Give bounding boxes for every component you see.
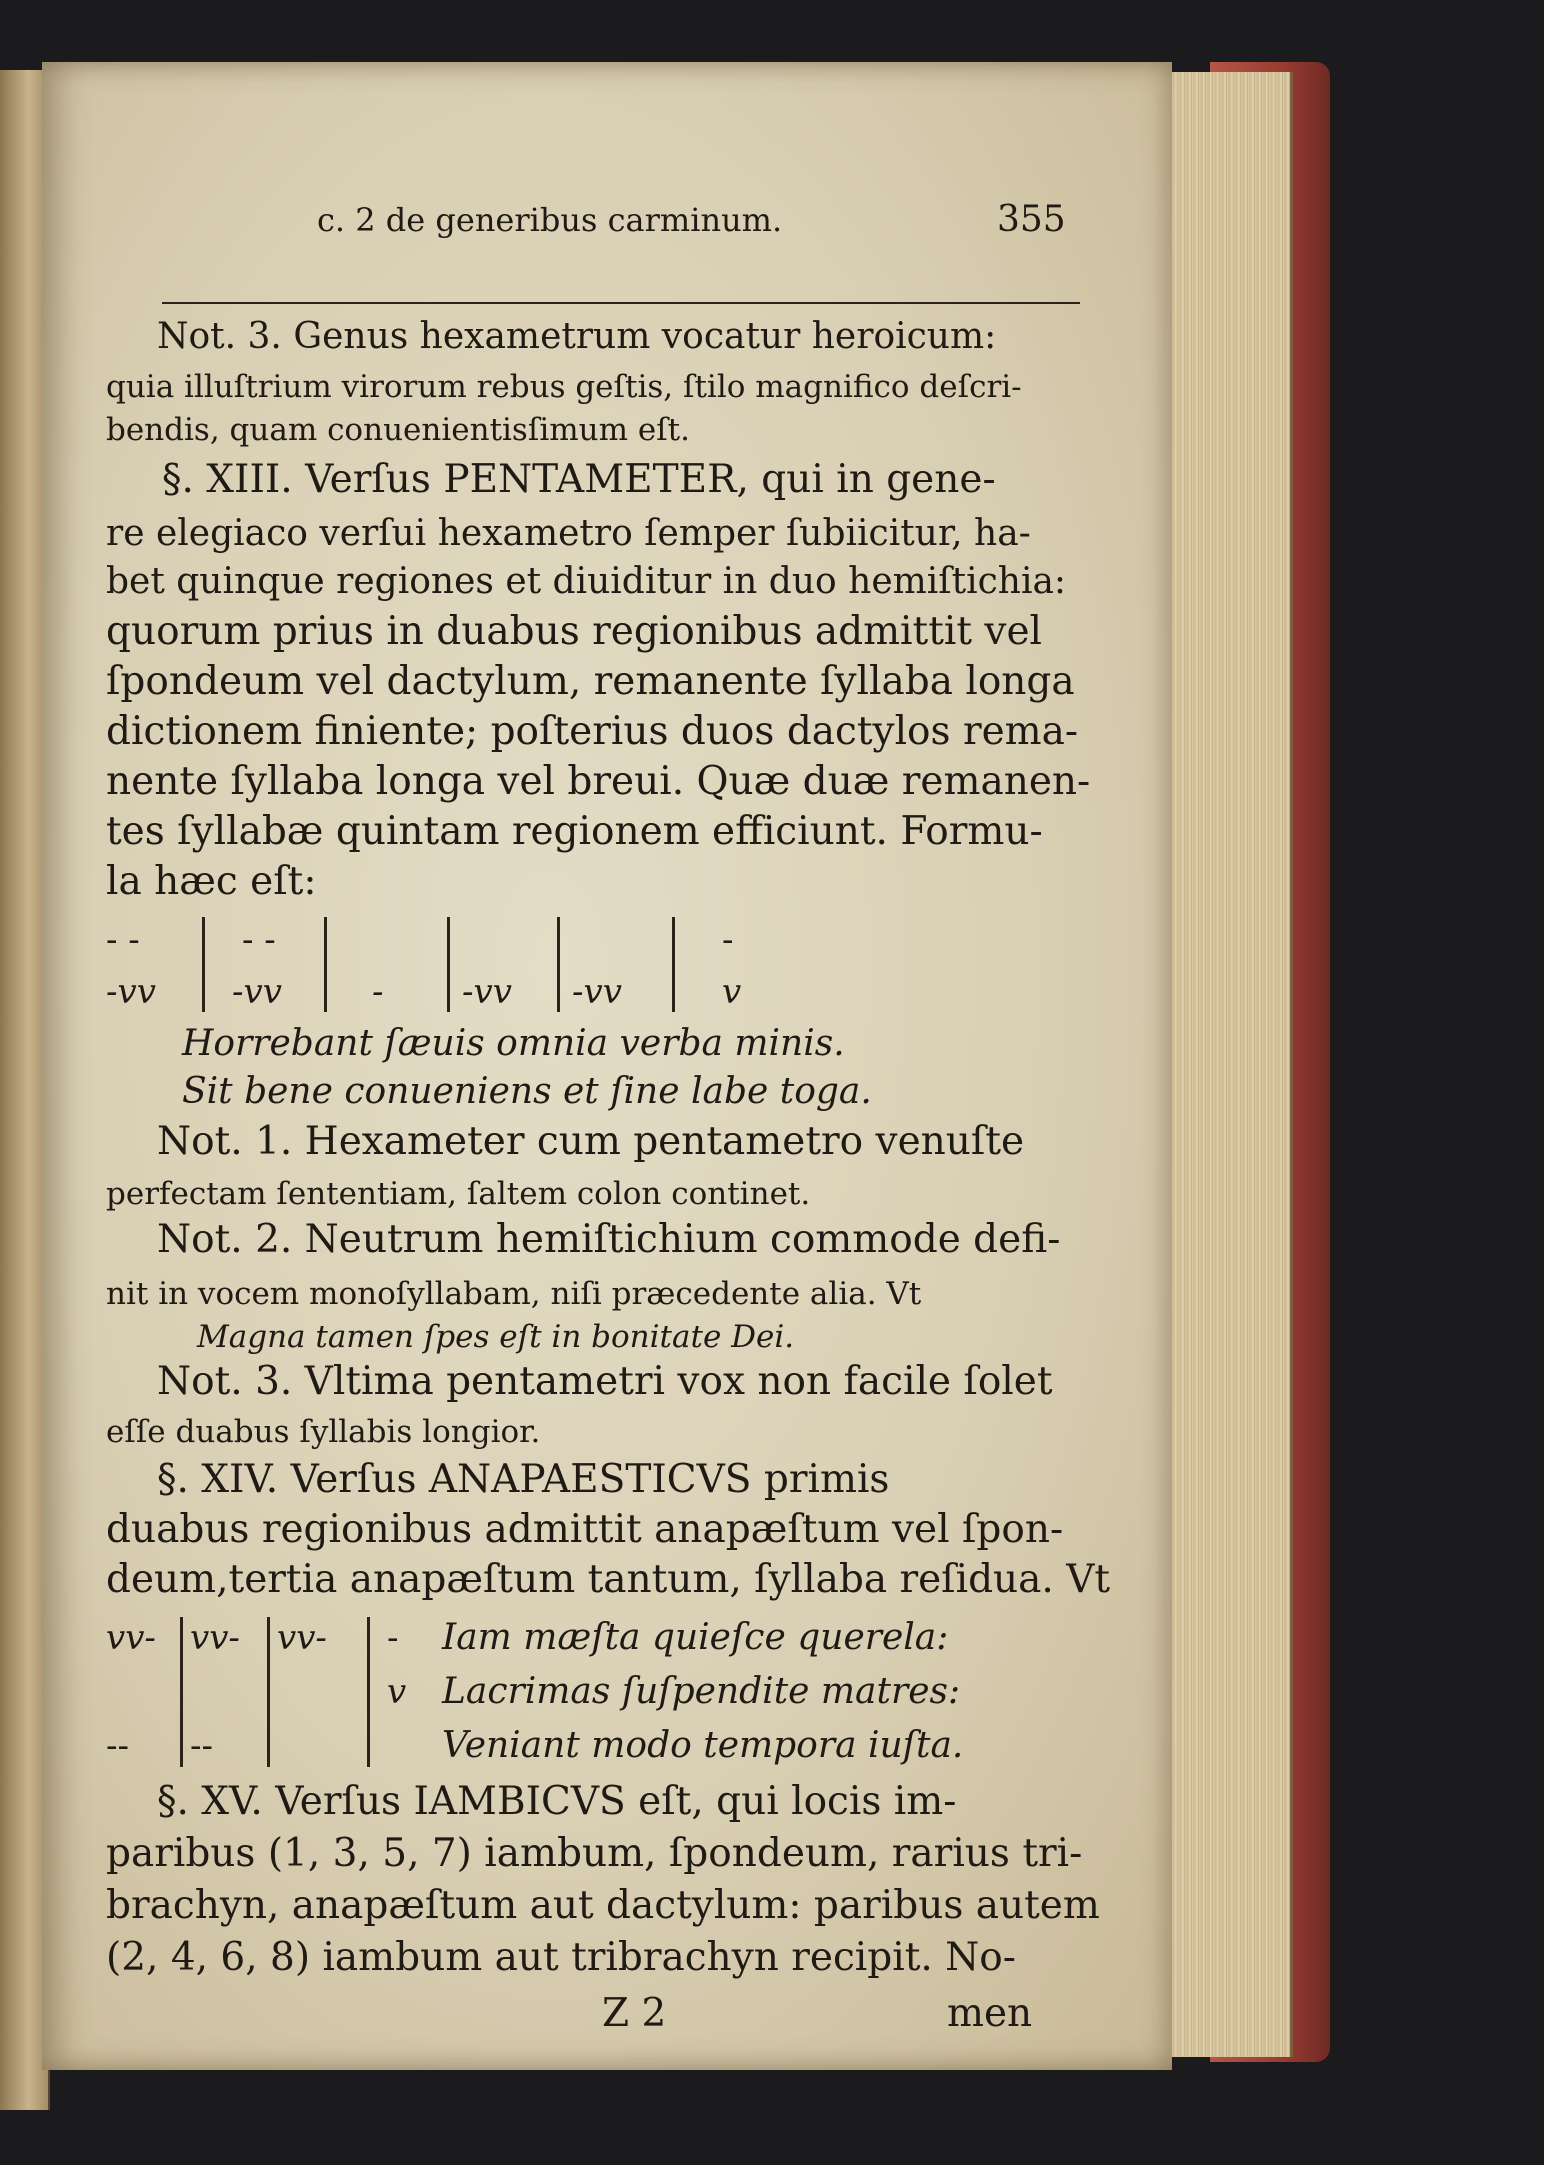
text-line: Not. 3. Vltima pentametri vox non facile ſolet bbox=[157, 1359, 1053, 1404]
text-line: dictionem finiente; poſterius duos dactylos rema- bbox=[106, 709, 1079, 754]
section-heading-xv: §. XV. Verſus IAMBICVS eſt, qui locis im- bbox=[157, 1779, 957, 1824]
text-line: ſpondeum vel dactylum, remanente ſyllaba longa bbox=[106, 659, 1075, 704]
text-line: tes ſyllabæ quintam regionem efficiunt. Formu- bbox=[106, 809, 1043, 854]
scheme-divider bbox=[202, 917, 205, 1012]
text-line: perfectam ſententiam, ſaltem colon continet. bbox=[106, 1176, 811, 1212]
scheme-divider bbox=[557, 917, 560, 1012]
section-heading-xiv: §. XIV. Verſus ANAPAESTICVS primis bbox=[157, 1457, 890, 1502]
scheme-divider bbox=[324, 917, 327, 1012]
verse-example: Horrebant ſæuis omnia verba minis. bbox=[182, 1023, 845, 1064]
scheme-divider bbox=[367, 1617, 370, 1767]
verse-example: Lacrimas ſuſpendite matres: bbox=[442, 1671, 961, 1712]
signature-mark: Z 2 bbox=[602, 1991, 667, 2036]
text-line: nente ſyllaba longa vel breui. Quæ duæ remanen- bbox=[106, 759, 1091, 804]
text-line: (2, 4, 6, 8) iambum aut tribrachyn recipit. No- bbox=[106, 1935, 1016, 1980]
verse-example: Iam mæſta quieſce querela: bbox=[442, 1617, 949, 1658]
text-line: re elegiaco verſui hexametro ſemper ſubiicitur, ha- bbox=[106, 513, 1031, 554]
text-line: Not. 2. Neutrum hemiſtichium commode defi- bbox=[157, 1217, 1061, 1262]
scheme-divider bbox=[447, 917, 450, 1012]
verse-example: Sit bene conueniens et ſine labe toga. bbox=[182, 1071, 872, 1112]
scheme-divider bbox=[672, 917, 675, 1012]
scheme-divider bbox=[180, 1617, 183, 1767]
text-line: Not. 1. Hexameter cum pentametro venuſte bbox=[157, 1119, 1025, 1164]
text-line: nit in vocem monoſyllabam, niſi præcedente alia. Vt bbox=[106, 1276, 922, 1312]
text-line: paribus (1, 3, 5, 7) iambum, ſpondeum, rarius tri- bbox=[106, 1831, 1083, 1876]
verse-example: Magna tamen ſpes eſt in bonitate Dei. bbox=[197, 1319, 795, 1355]
text-line: bet quinque regiones et diuiditur in duo hemiſtichia: bbox=[106, 561, 1067, 602]
section-heading-xiii: §. XIII. Verſus PENTAMETER, qui in gene- bbox=[162, 457, 996, 502]
page-number: 355 bbox=[997, 199, 1066, 240]
verse-example: Veniant modo tempora iuſta. bbox=[442, 1725, 964, 1766]
text-line: la hæc eſt: bbox=[106, 859, 317, 904]
text-line: eſſe duabus ſyllabis longior. bbox=[106, 1414, 541, 1450]
page-text: c. 2 de generibus carminum. 355 Not. 3. Genus hexametrum vocatur heroicum: quia illuſtrium virorum rebus geſtis, ſtilo magnifico deſcri- bendis, quam conuenientisſimum eſt. §. XIII. Verſus PENTAMETER, qui in gene- re elegiaco verſui hexametro ſemper ſubiicitur, ha- bet quinque regiones et diuiditur in duo hemiſtichia: quorum prius in duabus regionibus admittit vel ſpondeum vel dactylum, remanente ſyllaba longa dictionem finiente; poſterius duos dactylos rema- nente ſyllaba longa vel breui. Quæ duæ remanen- tes ſyllabæ quintam regionem efficiunt. Formu- la hæc eſt: - - - - - -vv -vv - -vv -vv v Horrebant ſæuis omnia verba minis. Sit bene conueniens et ſine labe toga. Not. 1. Hexameter cum pentametro venuſte perfectam ſententiam, ſaltem colon continet. Not. 2. Neutrum hemiſtichium commode defi- nit in vocem monoſyllabam, niſi præcedente alia. Vt Magna tamen ſpes eſt in bonitate Dei. Not. 3. Vltima pentametri vox non facile ſolet eſſe duabus ſyllabis longior. §. XIV. Verſus ANAPAESTICVS primis duabus regionibus admittit anapæſtum vel ſpon- deum,tertia anapæſtum tantum, ſyllaba reſidua. Vt vv- vv- vv- - v -- -- Iam mæſta quieſce querela: Lacrimas ſuſpendite matres: Veniant modo tempora iuſta. §. XV. Verſus IAMBICVS eſt, qui locis im- paribus (1, 3, 5, 7) iambum, ſpondeum, rarius tri- brachyn, anapæſtum aut dactylum: paribus autem (2, 4, 6, 8) iambum aut tribrachyn recipit. No- Z 2 men bbox=[106, 199, 1111, 2036]
text-line: quia illuſtrium virorum rebus geſtis, ſtilo magnifico deſcri- bbox=[106, 369, 1022, 405]
scheme-divider bbox=[267, 1617, 270, 1767]
book-page bbox=[42, 62, 1172, 2070]
running-head: c. 2 de generibus carminum. bbox=[317, 201, 783, 239]
text-line: bendis, quam conuenientisſimum eſt. bbox=[106, 412, 690, 448]
text-line: duabus regionibus admittit anapæſtum vel ſpon- bbox=[106, 1507, 1064, 1552]
text-line: brachyn, anapæſtum aut dactylum: paribus autem bbox=[106, 1883, 1100, 1928]
text-line: quorum prius in duabus regionibus admittit vel bbox=[106, 609, 1042, 654]
header-rule bbox=[162, 302, 1080, 304]
text-line: deum,tertia anapæſtum tantum, ſyllaba reſidua. Vt bbox=[106, 1557, 1111, 1602]
text-line: Not. 3. Genus hexametrum vocatur heroicum: bbox=[157, 316, 997, 357]
catchword: men bbox=[947, 1991, 1033, 2036]
